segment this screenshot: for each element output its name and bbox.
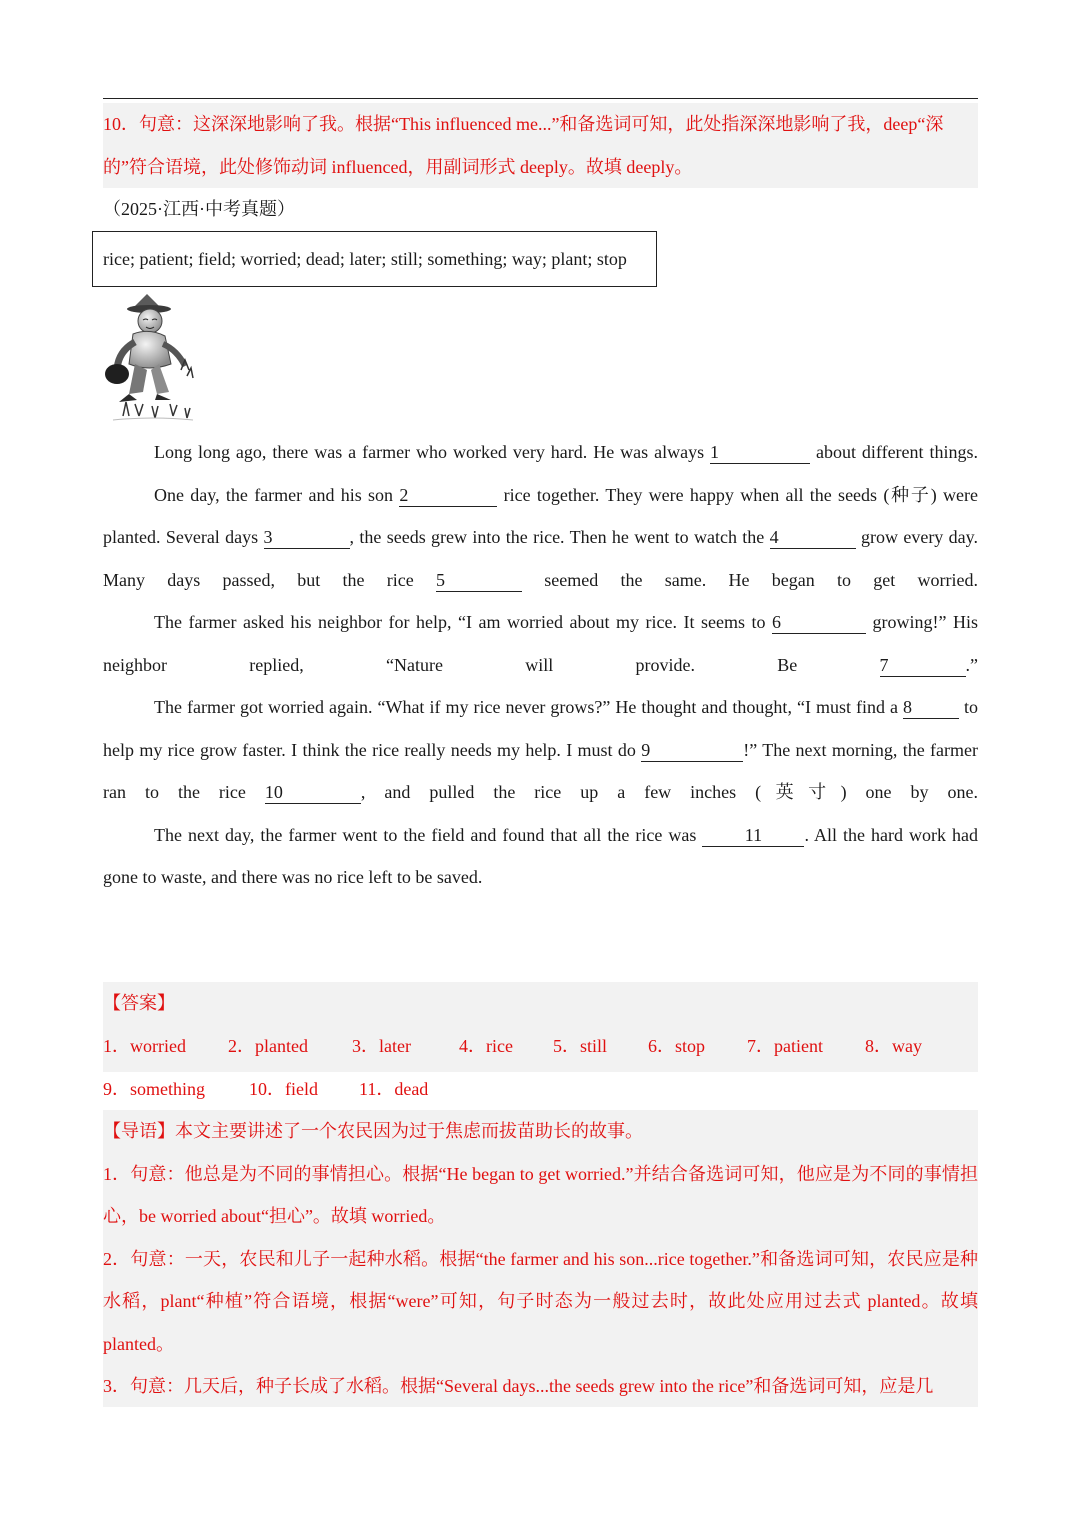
blank-1[interactable]: 1 — [710, 441, 810, 464]
explanation-1: 1．句意：他总是为不同的事情担心。根据“He began to get worried.”并结合备选词可知，他应是为不同的事情担心，be worried about“担心”。故填 worried。 — [103, 1163, 978, 1226]
previous-explanation-line-2: 的”符合语境，此处修饰动词 influenced，用副词形式 deeply。故填 deeply。 — [103, 157, 693, 177]
answer-section — [103, 982, 978, 1099]
passage-paragraph-3: The farmer asked his neighbor for help, “I am worried about my rice. It seems to 6 growing!” His neighbor replied, “Nature will provide. Be 7 .” — [103, 612, 978, 675]
answer-item: 7．patient — [747, 1036, 823, 1056]
explanation-3: 3．句意：几天后，种子长成了水稻。根据“Several days...the seeds grew into the rice”和备选词可知，应是几 — [103, 1376, 934, 1396]
blank-2[interactable]: 2 — [399, 484, 497, 507]
blank-10[interactable]: 10 — [265, 781, 361, 804]
passage-paragraph-5: The next day, the farmer went to the field and found that all the rice was 11 . All the hard work had gone to waste, and there was no rice left to be saved. — [103, 824, 978, 887]
cloze-passage — [103, 431, 978, 899]
answer-row-1 — [103, 1025, 978, 1068]
passage-paragraph-1: Long long ago, there was a farmer who worked very hard. He was always 1 about different things. — [154, 442, 978, 462]
blank-3[interactable]: 3 — [264, 526, 350, 549]
explanation-2: 2．句意：一天，农民和儿子一起种水稻。根据“the farmer and his son...rice together.”和备选词可知，农民应是种水稻，plant“种植”符合语境，根据“were”可知，句子时态为一般过去时，故此处应用过去式 planted。故填 planted。 — [103, 1248, 978, 1354]
answer-heading: 【答案】 — [103, 993, 175, 1013]
answer-row-2 — [103, 1068, 978, 1111]
word-bank-box: rice; patient; field; worried; dead; later; still; something; way; plant; stop — [92, 231, 657, 287]
answer-item: 8．way — [865, 1036, 922, 1056]
blank-7[interactable]: 7 — [880, 654, 966, 677]
explanation-section — [103, 1110, 978, 1407]
answer-item: 4．rice — [459, 1036, 513, 1056]
answer-item: 9．something — [103, 1079, 205, 1099]
answer-item: 10．field — [249, 1079, 318, 1099]
passage-paragraph-4: The farmer got worried again. “What if my rice never grows?” He thought and thought, “I must find a 8 to help my rice grow faster. I think the rice really needs my help. I must do 9 !” The next morning, the farmer ran to the rice 10 , and pulled the rice up a few inches (英寸) one by one. — [103, 697, 978, 802]
passage-paragraph-2: One day, the farmer and his son 2 rice together. They were happy when all the seeds (种子) were planted. Several days 3 , the seeds grew into the rice. Then he went to watch the 4 grow every day. Many days passed, but the rice 5 seemed the same. He began to get worried. — [103, 484, 978, 590]
answer-item: 2．planted — [228, 1036, 308, 1056]
top-divider — [103, 98, 978, 99]
blank-5[interactable]: 5 — [436, 569, 522, 592]
blank-11[interactable]: 11 — [702, 824, 804, 847]
previous-explanation — [103, 103, 978, 188]
farmer-planting-rice-illustration — [103, 292, 195, 426]
blank-9[interactable]: 9 — [641, 739, 743, 762]
explanation-guide: 【导语】本文主要讲述了一个农民因为过于焦虑而拔苗助长的故事。 — [103, 1121, 643, 1141]
blank-4[interactable]: 4 — [770, 526, 856, 549]
answer-item: 3．later — [352, 1036, 411, 1056]
previous-explanation-line-1: 10．句意：这深深地影响了我。根据“This influenced me...”和备选词可知，此处指深深地影响了我，deep“深 — [103, 114, 944, 134]
answer-item: 6．stop — [648, 1036, 706, 1056]
answer-item: 11．dead — [359, 1079, 429, 1099]
question-source: （2025·江西·中考真题） — [103, 199, 295, 219]
answer-item: 1．worried — [103, 1036, 186, 1056]
answer-item: 5．still — [553, 1036, 608, 1056]
blank-6[interactable]: 6 — [772, 611, 866, 634]
blank-8[interactable]: 8 — [903, 696, 959, 719]
